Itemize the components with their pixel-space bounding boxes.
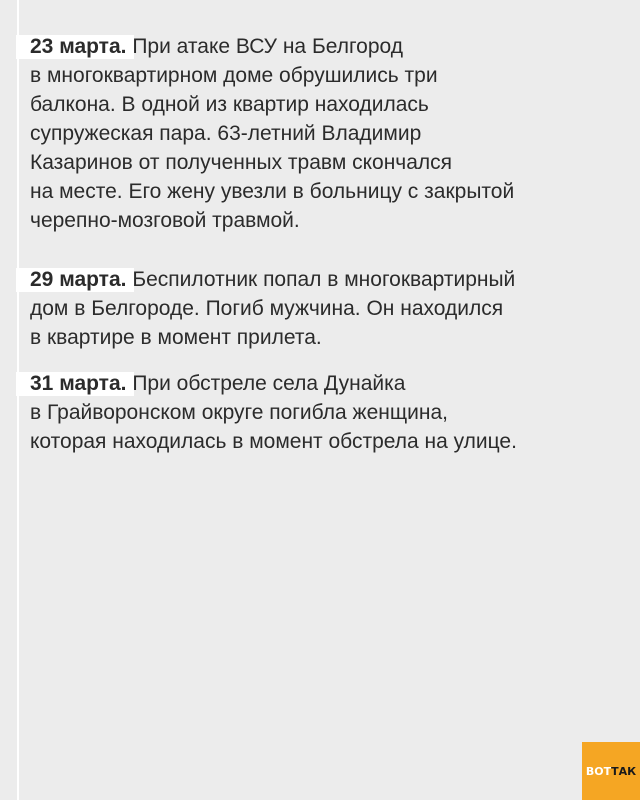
entry-line: в Грайворонском округе погибла женщина, <box>30 401 448 424</box>
logo-text-part2: ТАК <box>611 764 637 778</box>
entry-date: 23 марта. <box>30 35 133 58</box>
entry-line: дом в Белгороде. Погиб мужчина. Он находился <box>30 297 504 320</box>
entry-line: Беспилотник попал в многоквартирный <box>132 268 516 291</box>
votak-logo <box>582 742 640 800</box>
news-entry-3 <box>30 369 590 456</box>
entry-line: на месте. Его жену увезли в больницу с закрытой <box>30 180 515 203</box>
entry-line: Казаринов от полученных травм скончался <box>30 151 453 174</box>
entry-line: в многоквартирном доме обрушились три <box>30 64 438 87</box>
entry-line: в квартире в момент прилета. <box>30 326 322 349</box>
entry-line: которая находилась в момент обстрела на улице. <box>30 430 517 453</box>
entry-date: 31 марта. <box>30 372 133 395</box>
entry-line: балкона. В одной из квартир находилась <box>30 93 429 116</box>
news-entry-2 <box>30 265 590 352</box>
entry-line: черепно-мозговой травмой. <box>30 209 300 232</box>
logo-text-part1: ВОТ <box>585 764 612 778</box>
entry-line: При атаке ВСУ на Белгород <box>132 35 403 58</box>
news-entry-1 <box>30 32 590 235</box>
entry-line: При обстреле села Дунайка <box>132 372 406 395</box>
entry-line: супружеская пара. 63-летний Владимир <box>30 122 422 145</box>
news-entries <box>30 32 590 456</box>
entry-date: 29 марта. <box>30 268 133 291</box>
left-border-line <box>17 0 19 800</box>
